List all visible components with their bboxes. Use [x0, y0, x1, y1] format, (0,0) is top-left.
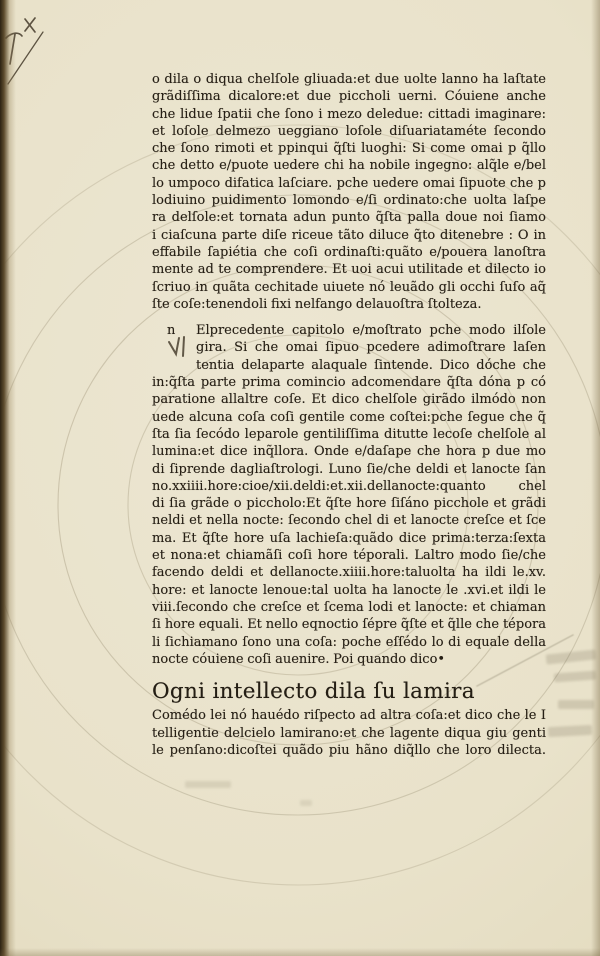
- showthrough-smudge: [558, 700, 594, 709]
- text-line: lo umpoco difatica laſciare. pche uedere omai ſipuote che p: [152, 175, 546, 191]
- text-line: ſta ſia ſecódo leparole gentiliſſima ditutte lecoſe chelſole al: [152, 426, 546, 442]
- text-line: Elprecedente capitolo e/moſtrato pche modo ilſole: [196, 323, 546, 339]
- paragraph: [152, 71, 546, 313]
- paragraph-with-initial: [152, 322, 546, 668]
- text-line: ſcriuo in quãta cechitade uiuete nó leuãdo gli occhi ſuſo aq̃: [152, 279, 546, 295]
- text-line: ra delſole:et tornata adun punto q̃ſta palla doue noi ſiamo: [152, 210, 546, 226]
- text-line: facendo deldi et dellanocte.xiiii.hore:taluolta ha ildi le.xv.: [152, 565, 546, 581]
- text-line: gira. Si che omai ſipuo pcedere adimoſtrare laſen: [196, 340, 546, 356]
- text-line: et nona:et chiamãſi coſi hore téporali. Laltro modo ſie/che: [152, 548, 546, 564]
- text-line: et loſole delmezo ueggiano loſole diſuariataméte ſecondo: [152, 123, 546, 139]
- text-line: che lidue ſpatii che ſono i mezo deledue: cittadi imaginare:: [152, 106, 546, 122]
- text-line: viii.ſecondo che creſce et ſcema lodi et lanocte: et chiaman: [152, 599, 546, 615]
- text-line: paratione allaltre coſe. Et dico chelſole girãdo ilmódo non: [152, 392, 546, 408]
- section-heading: Ogni intellecto dila ſu lamira: [152, 679, 475, 705]
- text-line: telligentie delcielo lamirano:et che lagente diqua giu genti: [152, 725, 546, 741]
- text-line: nocte cóuiene coſi auenire. Poi quando dico•: [152, 651, 446, 667]
- text-line: hore: et lanocte lenoue:tal uolta ha lanocte le .xvi.et ildi le: [152, 582, 546, 598]
- text-line: le penſano:dicoſtei quãdo piu hãno diq̃llo che loro dilecta.: [152, 742, 546, 758]
- text-line: Comédo lei nó hauédo riſpecto ad altra coſa:et dico che le I: [152, 708, 546, 724]
- page-bottom-edge: [0, 948, 600, 956]
- printed-guide-letter: n: [167, 323, 176, 339]
- text-line: lumina:et dice inq̃llora. Onde e/daſape che hora p due mo: [152, 444, 546, 460]
- page-right-edge: [591, 0, 600, 956]
- text-line: di ſiprende dagliaſtrologi. Luno ſie/che deldi et lanocte ſan: [152, 461, 546, 477]
- text-line: i ciaſcuna parte diſe riceue tãto diluce q̃to ditenebre : O in: [152, 227, 546, 243]
- text-line: grãdiſſima dicalore:et due piccholi uerni. Cóuiene anche: [152, 89, 546, 105]
- text-line: in:q̃ſta parte prima comincio adcomendare q̃ſta dóna p có: [152, 375, 546, 391]
- text-line: ſte coſe:tenendoli fixi nelfango delauoſtra ſtolteza.: [152, 296, 482, 312]
- showthrough-smudge: [185, 781, 231, 788]
- text-line: ma. Et q̃ſte hore uſa lachieſa:quãdo dice prima:terza:ſexta: [152, 530, 546, 546]
- text-block: [152, 71, 546, 759]
- text-line: o dila o diqua chelſole gliuada:et due uolte lanno ha laſtate: [152, 72, 546, 87]
- binding-edge: [0, 0, 16, 956]
- text-line: lodiuino puidimento lomondo e/ſi ordinato:che uolta laſpe: [152, 193, 546, 209]
- text-line: no.xxiiii.hore:cioe/xii.deldi:et.xii.dellanocte:quanto chel: [152, 478, 546, 494]
- paragraph: [152, 322, 546, 668]
- text-line: uede alcuna coſa coſi gentile come coſtei:pche ſegue che q̃: [152, 409, 546, 425]
- text-line: effabile ſapiétia che coſi ordinaſti:quãto e/pouera lanoſtra: [152, 244, 546, 260]
- text-line: ſi hore equali. Et nello eqnoctio ſépre q̃ſte et q̃lle che tépora: [152, 617, 546, 633]
- handwritten-paragraph-mark-icon: [164, 334, 194, 362]
- text-line: tentia delaparte alaquale ſintende. Dico dóche che: [196, 357, 546, 373]
- text-line: neldi et nella nocte: ſecondo chel di et lanocte creſce et ſce: [152, 513, 546, 529]
- text-line: di ſia grãde o piccholo:Et q̃ſte hore ſiſáno picchole et grãdi: [152, 496, 546, 512]
- text-line: mente ad te comprendere. Et uoi acui utilitade et dilecto io: [152, 262, 546, 278]
- text-line: che detto e/puote uedere chi ha nobile ingegno: alq̃le e/bel: [152, 158, 546, 174]
- text-line: li ſichiamano ſono una coſa: poche eſſédo lo di equale della: [152, 634, 546, 650]
- paragraph: [152, 707, 546, 759]
- showthrough-smudge: [300, 800, 312, 806]
- text-line: che ſono rimoti et ppinqui q̃ſti luoghi: Si come omai p q̃llo: [152, 141, 546, 157]
